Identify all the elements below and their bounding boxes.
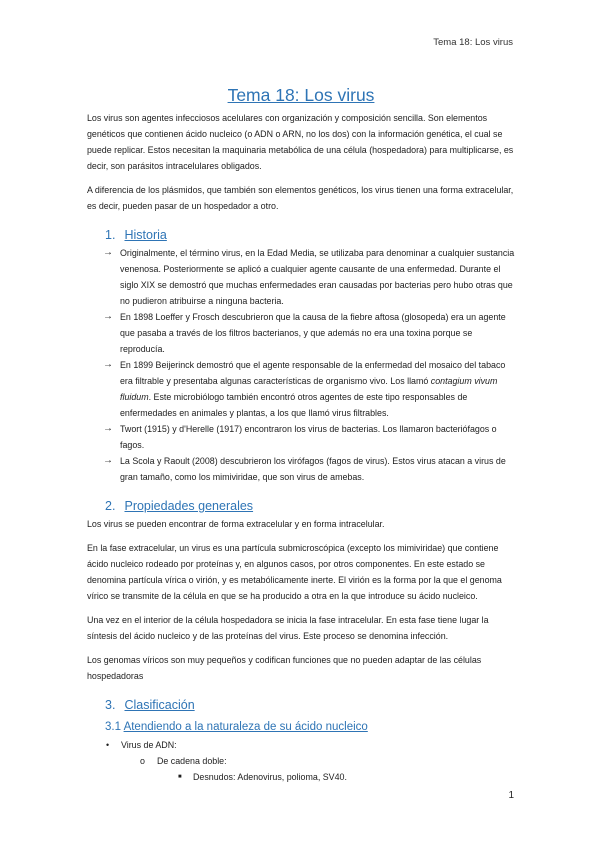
arrow-right-icon: → [103, 247, 113, 258]
section-title: Clasificación [124, 698, 195, 712]
page-title: Tema 18: Los virus [227, 85, 375, 105]
document-body [87, 84, 515, 785]
arrow-right-icon: → [103, 359, 113, 370]
propiedades-paragraph-1: Los virus se pueden encontrar de forma extracelular y en forma intracelular. [87, 519, 385, 529]
section-number: 2. [105, 499, 116, 513]
bullet-level-3: ■ Desnudos: Adenovirus, polioma, SV40. [87, 769, 515, 785]
list-item: → La Scola y Raoult (2008) descubrieron los virófagos (fagos de virus). Estos virus atacan a virus de gran tamaño, como los mimiviridae, que son virus de amebas. [103, 455, 506, 482]
running-header: Tema 18: Los virus [433, 37, 513, 48]
arrow-right-icon: → [103, 423, 113, 434]
section-title: Historia [124, 228, 167, 242]
arrow-right-icon: → [103, 455, 113, 466]
historia-list [87, 245, 515, 485]
list-item: → Originalmente, el término virus, en la Edad Media, se utilizaba para denominar a cualquier sustancia venenosa. Posteriormente se aplicó a cualquier agente causante de una enfermedad. Durante el siglo XIX se demostró que muchas enfermedades eran causadas por bacterias pero hubo otras que no pudieron atribuirse a ninguna bacteria. [103, 247, 515, 306]
bullet-level-2: o De cadena doble: [87, 753, 515, 769]
italic-term: contagium vivum fluidum [120, 376, 498, 402]
square-bullet-icon: ■ [178, 774, 182, 780]
subsection-number: 3.1 [105, 721, 121, 733]
subsection-title: Atendiendo a la naturaleza de su ácido nucleico [123, 721, 368, 733]
subsection-heading [105, 719, 515, 735]
section-heading-historia [105, 227, 515, 243]
bullet-level-1: • Virus de ADN: [87, 737, 515, 753]
section-heading-propiedades [105, 498, 515, 514]
page-number: 1 [508, 790, 514, 801]
propiedades-paragraph-4: Los genomas víricos son muy pequeños y codifican funciones que no pueden adaptar de las células hospedadoras [87, 655, 482, 681]
arrow-right-icon: → [103, 311, 113, 322]
bullet-icon: • [106, 740, 110, 750]
intro-paragraph-1: Los virus son agentes infecciosos acelulares con organización y composición sencilla. Son elementos genéticos que contienen ácido nucleico (o ADN o ARN, no los dos) con la información genética, el cual se puede replicar. Estos necesitan la maquinaria metabólica de una célula (hospedadora) para multiplicarse, es decir, son parásitos intracelulares obligados. [87, 113, 514, 171]
section-title: Propiedades generales [124, 499, 254, 513]
list-item: → En 1898 Loeffer y Frosch descubrieron que la causa de la fiebre aftosa (glosopeda) era un agente que pasaba a través de los filtros bacterianos, y que además no era una toxina porque se reproducía. [103, 311, 506, 354]
intro-paragraph-2: A diferencia de los plásmidos, que también son elementos genéticos, los virus tienen una forma extracelular, es decir, pueden pasar de un hospedador a otro. [87, 185, 514, 211]
section-number: 3. [105, 698, 116, 712]
list-item: → En 1899 Beijerinck demostró que el agente responsable de la enfermedad del mosaico del tabaco era filtrable y presentaba algunas características de organismo vivo. Los llamó contagium vivum fluidum. Este microbiólogo también encontró otros agentes de este tipo responsables de enfermedades en animales y plantas, a los que llamó virus filtrables. [103, 359, 506, 418]
section-heading-clasificacion [105, 697, 515, 713]
propiedades-paragraph-3: Una vez en el interior de la célula hospedadora se inicia la fase intracelular. En esta fase tiene lugar la síntesis del ácido nucleico y de las proteínas del virus. Este proceso se denomina infección. [87, 615, 489, 641]
circle-bullet-icon: o [140, 756, 145, 766]
propiedades-paragraph-2: En la fase extracelular, un virus es una partícula submicroscópica (excepto los mimiviridae) que contiene ácido nucleico rodeado por proteínas y, en algunos casos, por otros componentes. En este estado se denomina partícula vírica o virión, y es metabólicamente inerte. El virión es la forma por la que el genoma vírico se transmite de la célula en que se ha producido a otra en la que introduce su ácido nucleico. [87, 543, 502, 601]
list-item: → Twort (1915) y d'Herelle (1917) encontraron los virus de bacterias. Los llamaron bacteriófagos o fagos. [103, 423, 497, 450]
section-number: 1. [105, 228, 116, 242]
